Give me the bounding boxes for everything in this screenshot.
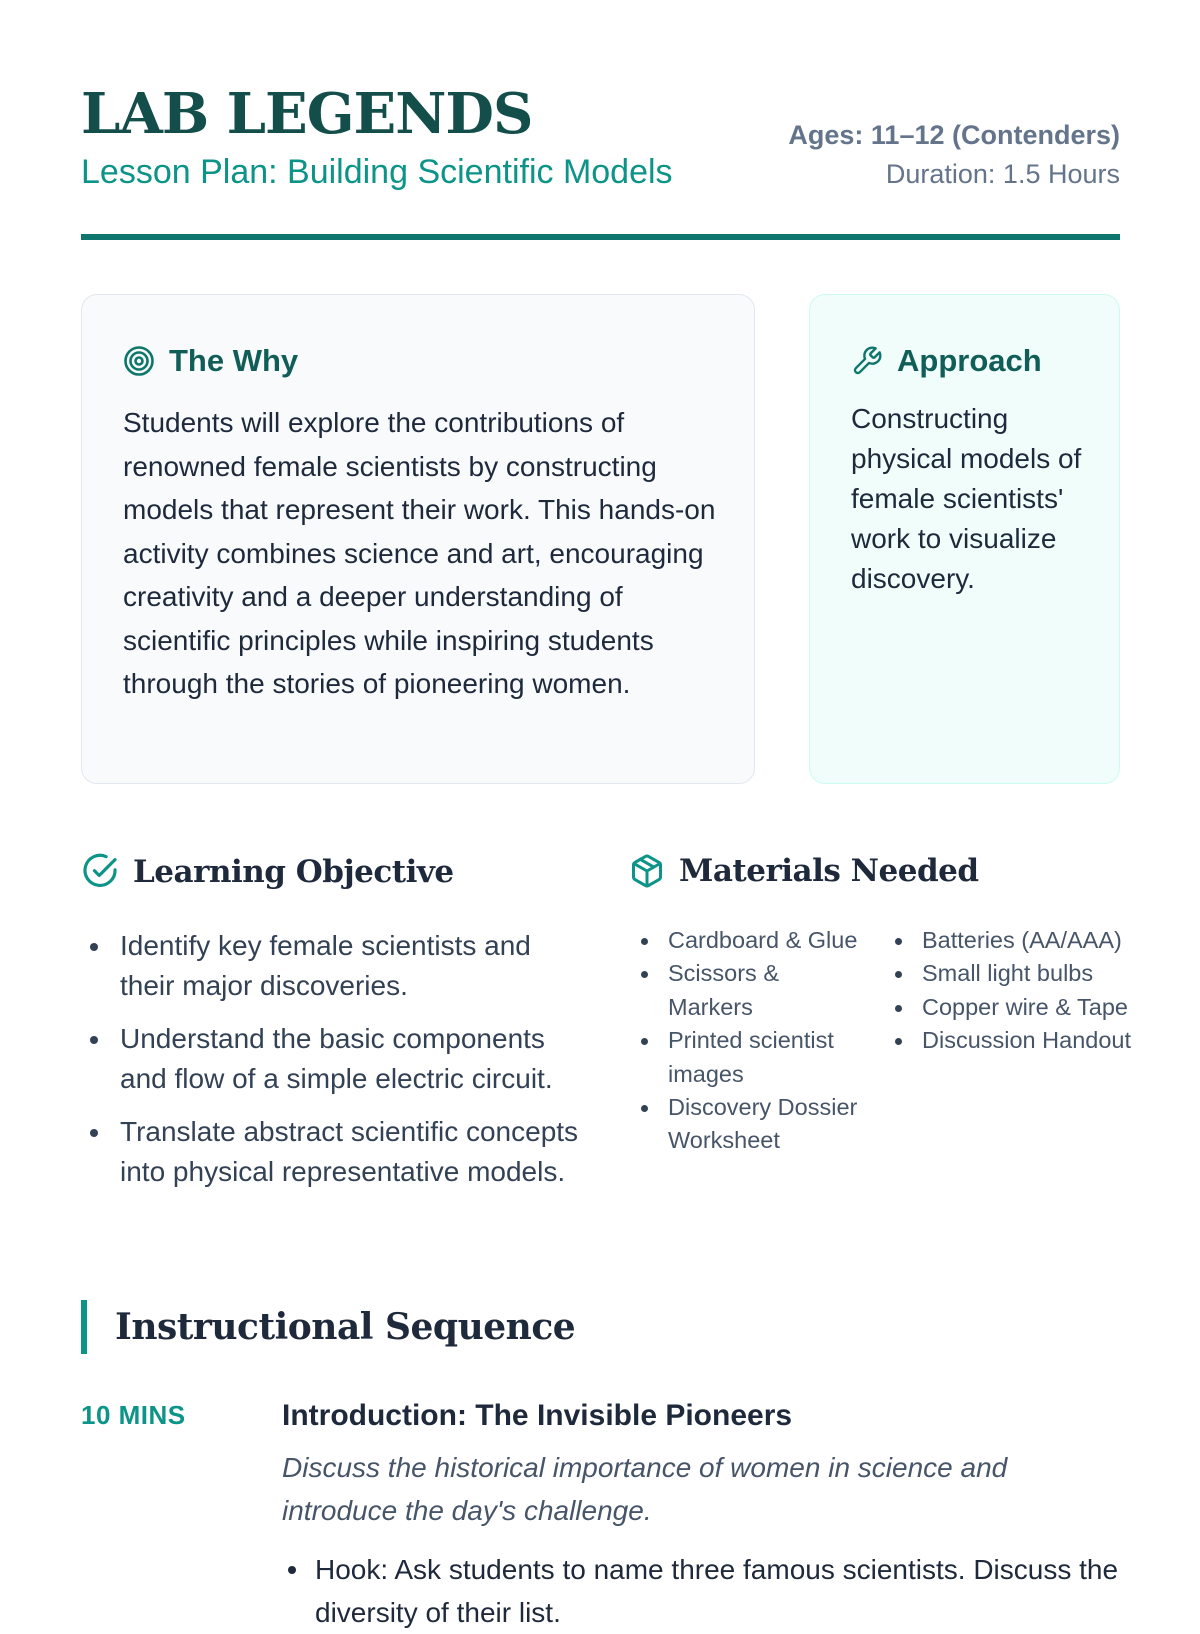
list-item: Small light bulbs [884, 957, 1134, 990]
why-body: Students will explore the contributions of renowned female scientists by constructing models that represent their work. This hands-on activity combines science and art, encouraging creativity and a deeper understanding of scientific principles while inspiring students through the stories of pioneering women. [123, 407, 716, 699]
duration: Duration: 1.5 Hours [885, 159, 1120, 190]
list-item: Scissors & Markers [630, 957, 870, 1024]
list-item: Identify key female scientists and their major discoveries. [81, 926, 581, 1006]
sequence-heading: Instructional Sequence [115, 1306, 576, 1348]
list-item: Batteries (AA/AAA) [884, 924, 1134, 957]
list-item: Copper wire & Tape [884, 991, 1134, 1024]
list-item: Translate abstract scientific concepts into physical representative models. [81, 1112, 581, 1192]
page-header [81, 80, 1120, 240]
list-item: Printed scientist images [630, 1024, 870, 1091]
list-item: Discussion Handout [884, 1024, 1134, 1057]
list-item: Understand the basic components and flow of a simple electric circuit. [81, 1019, 581, 1099]
materials-list-right [884, 924, 1134, 1058]
materials-header [629, 853, 979, 889]
lesson-meta [788, 116, 1120, 194]
approach-heading: Approach [897, 343, 1042, 378]
box-icon [629, 853, 665, 889]
list-item: Cardboard & Glue [630, 924, 870, 957]
list-item: Hook: Ask students to name three famous scientists. Discuss the diversity of their list. [282, 1548, 1120, 1634]
page-title: LAB LEGENDS [81, 81, 533, 147]
wrench-icon [851, 345, 883, 377]
page-subtitle: Lesson Plan: Building Scientific Models [81, 153, 673, 191]
why-heading: The Why [169, 343, 299, 378]
approach-body: Constructing physical models of female scientists' work to visualize discovery. [851, 403, 1082, 594]
why-card-header [123, 343, 298, 379]
step-description: Discuss the historical importance of women in science and introduce the day's challenge. [282, 1452, 1008, 1526]
step-title: Introduction: The Invisible Pioneers [282, 1399, 793, 1432]
check-circle-icon [81, 853, 119, 891]
sequence-header [81, 1300, 575, 1354]
step-duration: 10 MINS [81, 1400, 186, 1430]
objective-header [81, 853, 454, 891]
target-icon [123, 345, 155, 377]
materials-heading: Materials Needed [679, 853, 979, 889]
approach-card [809, 294, 1120, 784]
age-range: Ages: 11–12 (Contenders) [788, 120, 1120, 150]
step-bullets [282, 1548, 1120, 1634]
list-item: Discovery Dossier Worksheet [630, 1091, 870, 1158]
why-card [81, 294, 755, 784]
objective-heading: Learning Objective [133, 854, 454, 890]
approach-card-header [851, 343, 1042, 379]
materials-list-left [630, 924, 870, 1158]
objective-list [81, 926, 581, 1205]
